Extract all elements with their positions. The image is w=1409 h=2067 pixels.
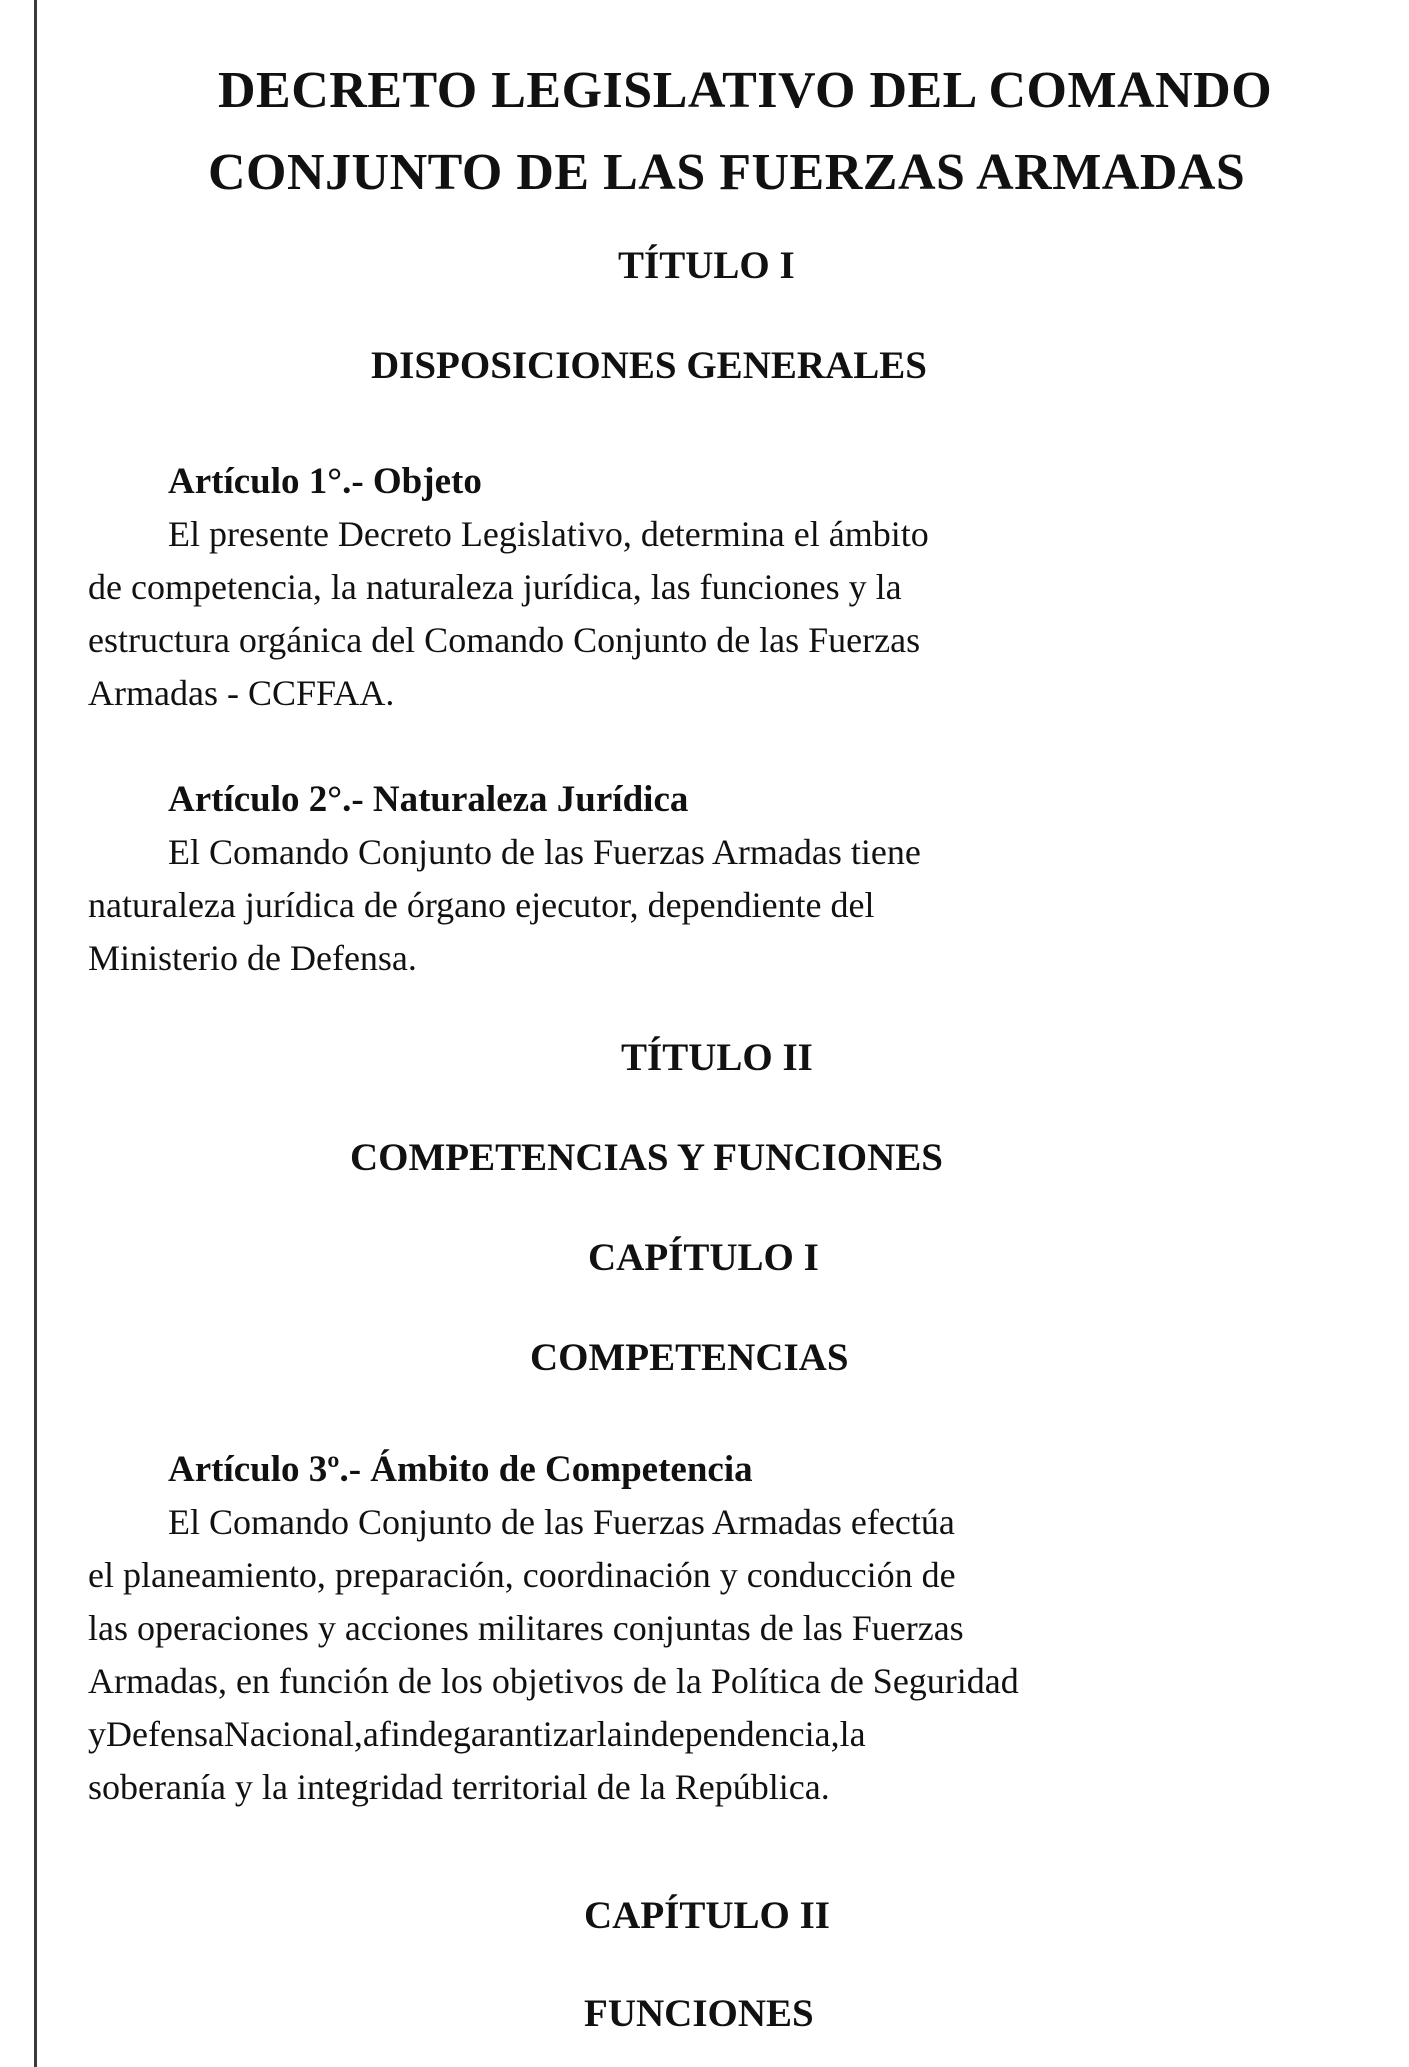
article-2-heading: Artículo 2°.- Naturaleza Jurídica [168,779,689,820]
article-2 [88,774,1168,985]
article-2-line-2: naturaleza jurídica de órgano ejecutor, dependiente del [88,885,875,925]
titulo-2-name: COMPETENCIAS Y FUNCIONES [350,1136,943,1179]
article-2-line-3: Ministerio de Defensa. [88,938,417,978]
page-left-border [34,0,37,2067]
capitulo-2-heading: CAPÍTULO II [584,1894,830,1937]
titulo-2-heading: TÍTULO II [621,1036,813,1079]
article-1-line-4: Armadas - CCFFAA. [88,673,395,713]
article-1 [88,456,1168,720]
article-3-line-2: el planeamiento, preparación, coordinación y conducción de [88,1555,956,1595]
capitulo-1-name: COMPETENCIAS [530,1336,849,1379]
article-1-heading: Artículo 1°.- Objeto [168,461,482,502]
article-1-line-1: El presente Decreto Legislativo, determina el ámbito [168,514,929,554]
article-2-text [88,826,1168,985]
article-1-text [88,508,1168,720]
article-3-line-1: El Comando Conjunto de las Fuerzas Armadas efectúa [168,1502,955,1542]
article-3-line-4: Armadas, en función de los objetivos de la Política de Seguridad [88,1661,1019,1701]
article-1-line-2: de competencia, la naturaleza jurídica, las funciones y la [88,567,902,607]
document-title-line-2: CONJUNTO DE LAS FUERZAS ARMADAS [208,144,1246,201]
article-1-line-3: estructura orgánica del Comando Conjunto de las Fuerzas [88,620,921,660]
titulo-1-name: DISPOSICIONES GENERALES [371,344,927,387]
capitulo-1-heading: CAPÍTULO I [588,1236,819,1279]
article-3-text [88,1496,1168,1814]
capitulo-2-name: FUNCIONES [584,1992,814,2035]
article-3-heading: Artículo 3º.- Ámbito de Competencia [168,1449,753,1490]
article-3 [88,1444,1168,1814]
document-title [208,50,1273,214]
article-3-line-6: soberanía y la integridad territorial de la República. [88,1767,830,1807]
article-3-line-5: yDefensaNacional,afindegarantizarlaindependencia,la [88,1714,866,1754]
document-title-line-1: DECRETO LEGISLATIVO DEL COMANDO [218,62,1273,119]
article-2-line-1: El Comando Conjunto de las Fuerzas Armadas tiene [168,832,921,872]
article-3-line-3: las operaciones y acciones militares conjuntas de las Fuerzas [88,1608,964,1648]
titulo-1-heading: TÍTULO I [618,244,795,287]
